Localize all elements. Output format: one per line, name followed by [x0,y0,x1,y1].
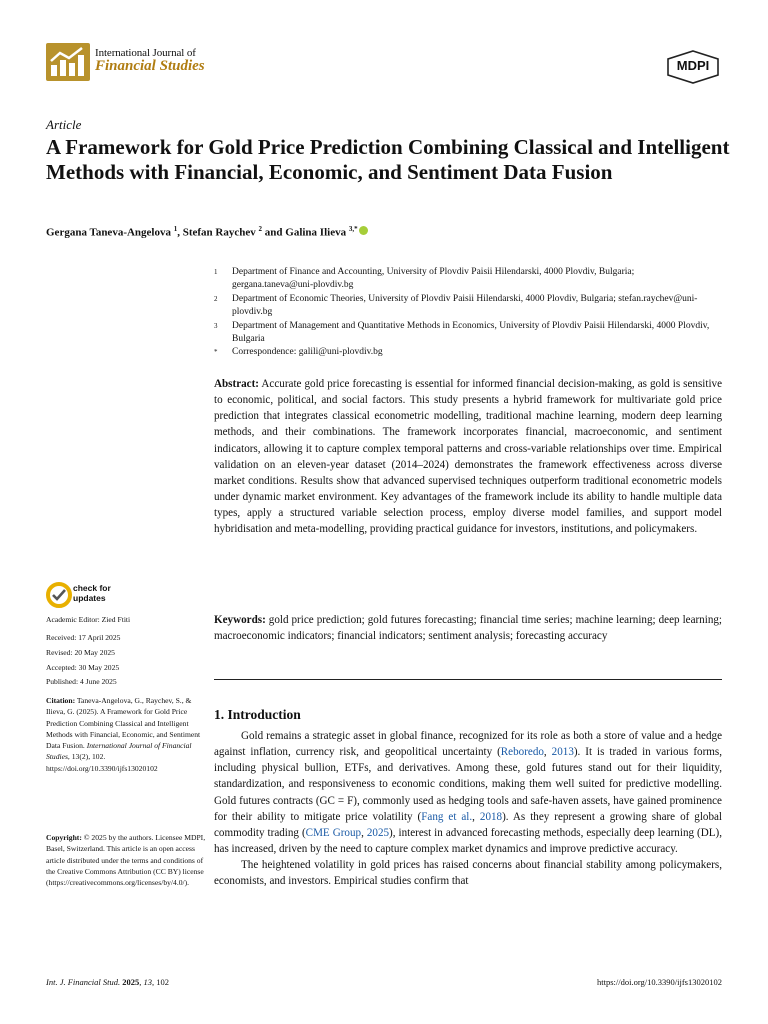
affiliation-item [214,346,714,359]
author-affiliation-mark: 2 [258,225,263,233]
author-name[interactable]: Gergana Taneva-Angelova [46,226,171,239]
copyright-text: © 2025 by the authors. Licensee MDPI, Basel, Switzerland. This article is an open access article distributed under the terms and conditions of the Creative Commons Attribution (CC BY) license (https://creativecommons.org/licenses/by/4.0/). [46,833,206,888]
citation-link[interactable]: 2025 [366,826,390,839]
author-affiliation-mark: 3,* [348,225,358,233]
citation-block [46,695,206,774]
section-heading: 1. Introduction [214,707,301,722]
intro-paragraph [214,728,722,857]
keywords-label: Keywords: [214,614,266,626]
academic-editor: Academic Editor: Zied Ftiti [46,615,131,624]
author-name[interactable]: Galina Ilieva [285,226,347,239]
text-run: ), interest in advanced forecasting methods, especially deep learning (DL), has increased, driven by the need to capture complex market dynamics and improve predictive accuracy. [214,826,722,856]
article-type: Article [46,117,82,132]
chart-growth-icon [46,43,90,81]
text-run: ). It is traded in various forms, including physical bullion, ETFs, and derivatives. Among these, gold futures stand out for their liquidity, standardization, and responsiveness to economic conditions, making them well suited for predictive modelling. Gold futures contracts (GC = F), commonly used as hedging tools and safe-haven assets, have gained prominence for their ability to mitigate price volatility ( [214,746,722,823]
revised-date: Revised: 20 May 2025 [46,648,115,657]
published-date: Published: 4 June 2025 [46,677,117,686]
citation-link[interactable]: CME Group [305,826,362,839]
affiliation-text: Department of Economic Theories, University of Plovdiv Paisii Hilendarski, 4000 Plovdiv, Bulgaria; stefan.raychev@uni-plovdiv.bg [232,294,698,317]
check-label-line2: updates [73,593,106,603]
abstract-label: Abstract: [214,378,259,390]
author-separator: , [177,226,183,239]
affiliation-mark: 2 [214,295,218,303]
check-label-line1: check for [73,583,111,593]
footer-sep: , [139,977,144,987]
citation-link[interactable]: Reboredo [500,746,544,759]
affiliation-text: Department of Finance and Accounting, University of Plovdiv Paisii Hilendarski, 4000 Plovdiv, Bulgaria; gergana.taneva@uni-plovdiv.bg [232,267,635,290]
keywords-text: gold price prediction; gold futures forecasting; financial time series; machine learning; deep learning; macroeconomic indicators; financial indicators; sentiment analysis; forecasting accuracy [214,614,722,643]
footer-doi-link[interactable]: https://doi.org/10.3390/ijfs13020102 [597,977,722,987]
text-run: Gold remains a strategic asset in global finance, recognized for its role as both a store of value and a hedge against inflation, currency risk, and geopolitical uncertainty ( [214,730,722,759]
citation-link[interactable]: Fang et al. [421,810,473,823]
footer-article: , 102 [152,977,170,987]
affiliation-text: Department of Management and Quantitative Methods in Economics, University of Plovdiv Paisii Hilendarski, 4000 Plovdiv, Bulgaria [232,321,710,344]
page-title: A Framework for Gold Price Prediction Combining Classical and Intelligent Methods with Financial, Economic, and Sentiment Data Fusion [46,135,730,184]
footer-journal-ref [46,977,169,987]
text-run: ). As they represent a growing share of global commodity trading ( [214,810,723,839]
affiliation-item [214,293,714,319]
citation-link[interactable]: 2018 [479,810,503,823]
author-list [46,225,646,239]
author-separator: and [262,226,286,239]
footer-journal: Int. J. Financial Stud. [46,977,121,987]
keywords [214,612,722,644]
copyright-block [46,832,206,888]
copyright-label: Copyright: [46,833,82,842]
intro-body [214,728,722,890]
affiliation-mark: 1 [214,268,218,276]
citation-label: Citation: [46,696,76,705]
orcid-icon[interactable] [359,226,368,235]
journal-name-line2: Financial Studies [95,58,205,74]
divider [214,679,722,680]
footer-year: 2025 [122,977,140,987]
check-for-updates-icon[interactable] [46,582,72,608]
accepted-date: Accepted: 30 May 2025 [46,663,120,672]
journal-logo[interactable] [46,43,90,81]
text-run: , [361,826,367,839]
citation-doi[interactable]: 13(2), 102. https://doi.org/10.3390/ijfs13020102 [46,752,158,773]
intro-paragraph: The heightened volatility in gold prices has raised concerns about financial stability among policymakers, economists, and investors. Empirical studies confirm that [214,859,722,888]
affiliation-text: Correspondence: galili@uni-plovdiv.bg [232,347,383,357]
abstract [214,376,722,538]
citation-journal: International Journal of Financial Studies, [46,741,192,762]
author-name[interactable]: Stefan Raychev [182,226,256,239]
check-for-updates-label[interactable] [73,583,111,603]
text-run: , [472,810,480,823]
journal-name-line1: International Journal of [95,47,196,59]
citation-link[interactable]: 2013 [551,746,574,759]
text-run: , [543,746,552,759]
affiliation-item [214,266,714,292]
affiliation-mark: * [214,348,218,356]
received-date: Received: 17 April 2025 [46,633,121,642]
author-affiliation-mark: 1 [173,225,178,233]
citation-text: Taneva-Angelova, G., Raychev, S., & Ilieva, G. (2025). A Framework for Gold Price Prediction Combining Classical and Intelligent Methods with Financial, Economic, and Sentiment Data Fusion. [46,696,201,751]
affiliation-item [214,320,714,346]
abstract-text: Accurate gold price forecasting is essential for informed financial decision-making, as gold is sensitive to economic, political, and social factors. This study presents a hybrid framework for multivariate gold price prediction that integrates classical econometric modelling, traditional machine learning, modern deep learning methods, and their combinations. The framework incorporates financial, macroeconomic, and sentiment indicators, allowing it to capture complex temporal patterns and cross-variable relationships over time. Empirical validation on an eleven-year dataset (2014–2024) demonstrates the framework effectiveness across diverse market conditions. Results show that advanced supervised techniques outperform traditional econometric models under dynamic market environment. Key advantages of the framework include its ability to handle multiple data types, apply a structured variable selection process, employ diverse model families, and support model hybridisation and meta-modelling, providing practical guidance for investors, institutions, and policymakers. [214,378,722,536]
footer-volume: 13 [143,977,153,987]
publisher-name: MDPI [676,58,710,73]
affiliation-mark: 3 [214,322,218,330]
